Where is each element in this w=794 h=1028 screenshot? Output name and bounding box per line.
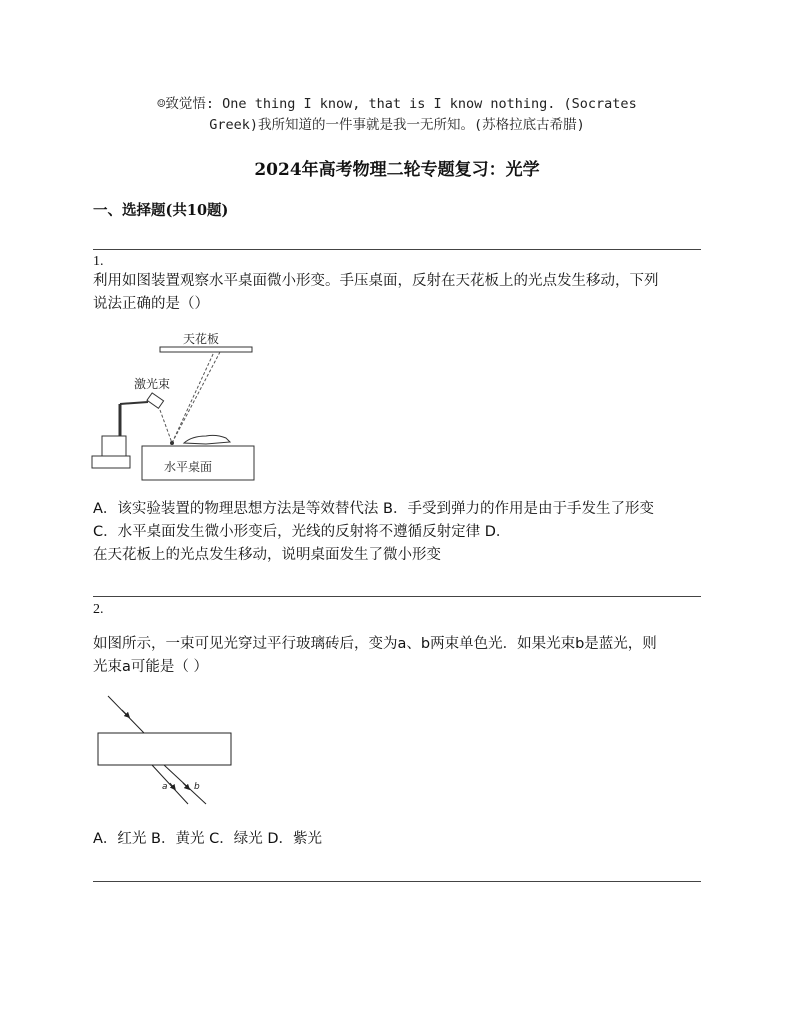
question-2-number: 2.	[93, 602, 104, 617]
question-divider	[93, 881, 701, 882]
reflected-beam-2	[172, 352, 220, 443]
question-1-figure	[88, 326, 258, 484]
ceiling-label: 天花板	[183, 332, 220, 346]
question-2-options-line-1: A．红光 B．黄光 C．绿光 D．紫光	[93, 831, 322, 847]
page-title: 2024年高考物理二轮专题复习：光学	[254, 160, 540, 180]
table-label: 水平桌面	[164, 460, 213, 474]
laser-label: 激光束	[134, 377, 171, 391]
hand-pressing	[184, 435, 230, 444]
ray-b-arrow	[183, 783, 188, 788]
question-2-stem	[93, 633, 705, 679]
question-1-options-line-1: A．该实验装置的物理思想方法是等效替代法 B．手受到弹力的作用是由于手发生了形变	[93, 501, 654, 517]
stand-arm	[120, 402, 148, 404]
ray-a-label: a	[162, 782, 168, 792]
section-heading: 一、选择题(共10题)	[93, 202, 229, 219]
question-divider	[93, 249, 701, 250]
question-2-figure	[94, 692, 238, 810]
incident-beam	[160, 410, 172, 443]
incident-arrow	[122, 710, 128, 716]
question-2-options	[93, 828, 705, 851]
question-1-options	[93, 498, 705, 567]
question-2-stem-line-1: 如图所示，一束可见光穿过平行玻璃砖后，变为a、b两束单色光．如果光束b是蓝光，则	[93, 636, 657, 652]
question-1-stem-line-2: 说法正确的是（）	[93, 296, 209, 312]
motto-line-2: Greek)我所知道的一件事就是我一无所知。(苏格拉底古希腊)	[209, 117, 585, 133]
question-1-stem	[93, 270, 705, 316]
reflected-beam-1	[172, 352, 214, 443]
mirror-spot	[170, 441, 174, 445]
ray-b-label: b	[194, 782, 200, 792]
question-1-options-line-2: C．水平桌面发生微小形变后，光线的反射将不遵循反射定律 D．	[93, 524, 511, 540]
stand-base	[92, 456, 130, 468]
ceiling-board	[160, 347, 252, 352]
question-1-stem-line-1: 利用如图装置观察水平桌面微小形变。手压桌面，反射在天花板上的光点发生移动，下列	[93, 273, 659, 289]
glass-brick	[98, 733, 231, 765]
stand-block	[102, 436, 126, 456]
laser-pointer	[147, 393, 164, 408]
motto-quote	[60, 94, 734, 136]
motto-line-1: ☺致觉悟: One thing I know, that is I know nothing. (Socrates	[157, 96, 637, 112]
question-1-options-line-3: 在天花板上的光点发生移动，说明桌面发生了微小形变	[93, 547, 441, 563]
question-divider	[93, 596, 701, 597]
question-2-stem-line-2: 光束a可能是（ ）	[93, 659, 208, 675]
question-1-number: 1.	[93, 254, 104, 269]
